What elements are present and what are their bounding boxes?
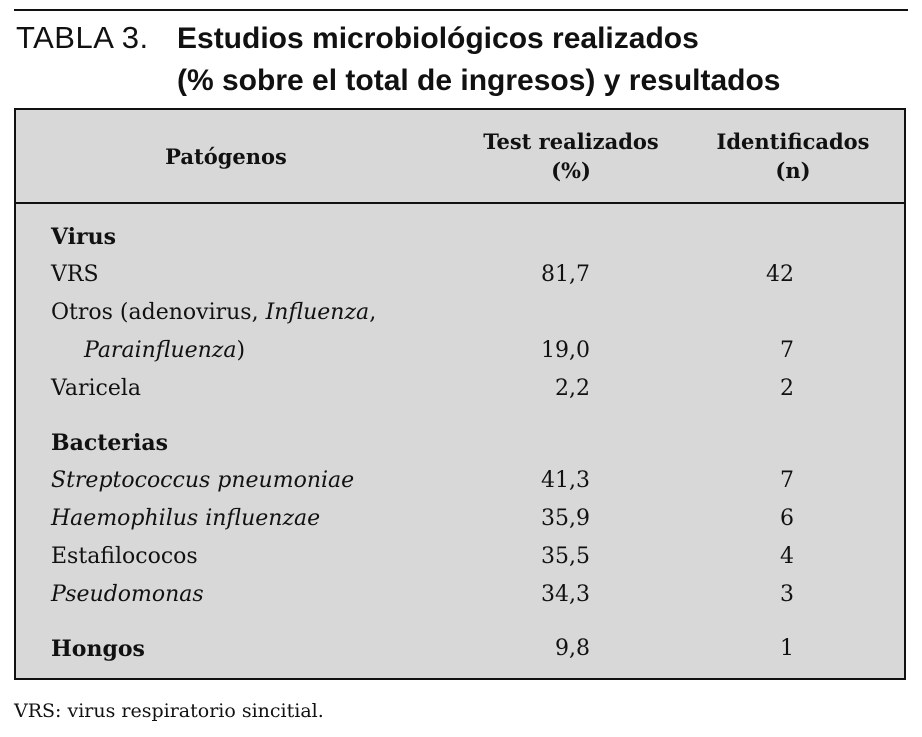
identified-value: 42 xyxy=(766,262,794,287)
identified-value: 3 xyxy=(780,582,794,607)
pathogen-name: Haemophilus influenzae xyxy=(51,506,321,531)
tests-value: 19,0 xyxy=(541,338,590,363)
table-row-group-fungi xyxy=(16,630,904,668)
table-row xyxy=(16,576,904,614)
table-row xyxy=(16,538,904,576)
table-footnote: VRS: virus respiratorio sincitial. xyxy=(14,700,324,722)
table-row-group-bacteria xyxy=(16,424,904,462)
header-identified-line-2: (n) xyxy=(775,158,811,183)
header-tests-line-2: (%) xyxy=(551,158,591,183)
pathogen-name: VRS xyxy=(51,262,99,287)
tests-value: 41,3 xyxy=(541,468,590,493)
header-identified xyxy=(688,127,898,185)
tests-value: 81,7 xyxy=(541,262,590,287)
header-divider xyxy=(16,202,904,204)
table-row-group-virus xyxy=(16,218,904,256)
pathogen-name: Varicela xyxy=(51,376,142,401)
table-title-line-1: Estudios microbiológicos realizados xyxy=(177,22,699,55)
table-row xyxy=(16,500,904,538)
pathogen-name-italic: Parainfluenza xyxy=(84,338,237,363)
table-label: TABLA 3. xyxy=(16,20,149,55)
data-table xyxy=(14,108,906,680)
pathogen-name xyxy=(84,332,245,370)
tests-value: 34,3 xyxy=(541,582,590,607)
pathogen-name: Estafilococos xyxy=(51,544,198,569)
table-row xyxy=(16,256,904,294)
pathogen-name-italic: Influenza xyxy=(265,300,370,325)
table-title xyxy=(177,18,781,102)
pathogen-name: Streptococcus pneumoniae xyxy=(51,468,355,493)
group-label: Virus xyxy=(51,224,117,250)
pathogen-name: Pseudomonas xyxy=(51,582,204,607)
table-row xyxy=(16,294,904,332)
pathogen-name-part: ) xyxy=(236,338,246,363)
group-label: Hongos xyxy=(51,636,145,662)
tests-value: 2,2 xyxy=(555,376,590,401)
pathogen-name xyxy=(51,294,376,332)
table-title-line-2: (% sobre el total de ingresos) y resultados xyxy=(177,64,781,97)
header-tests-line-1: Test realizados xyxy=(483,129,659,154)
top-rule xyxy=(14,9,908,11)
pathogen-name-part: Otros (adenovirus, xyxy=(51,300,266,325)
header-pathogens: Patógenos xyxy=(165,144,287,169)
table-row xyxy=(16,332,904,370)
identified-value: 7 xyxy=(780,468,794,493)
pathogen-name-part: , xyxy=(369,300,377,325)
tests-value: 9,8 xyxy=(555,636,590,661)
table-row xyxy=(16,370,904,408)
header-identified-line-1: Identificados xyxy=(716,129,870,154)
header-tests xyxy=(456,127,686,185)
tests-value: 35,5 xyxy=(541,544,590,569)
tests-value: 35,9 xyxy=(541,506,590,531)
identified-value: 4 xyxy=(780,544,794,569)
table-row xyxy=(16,462,904,500)
identified-value: 7 xyxy=(780,338,794,363)
identified-value: 2 xyxy=(780,376,794,401)
identified-value: 6 xyxy=(780,506,794,531)
group-label: Bacterias xyxy=(51,430,168,456)
identified-value: 1 xyxy=(780,636,794,661)
